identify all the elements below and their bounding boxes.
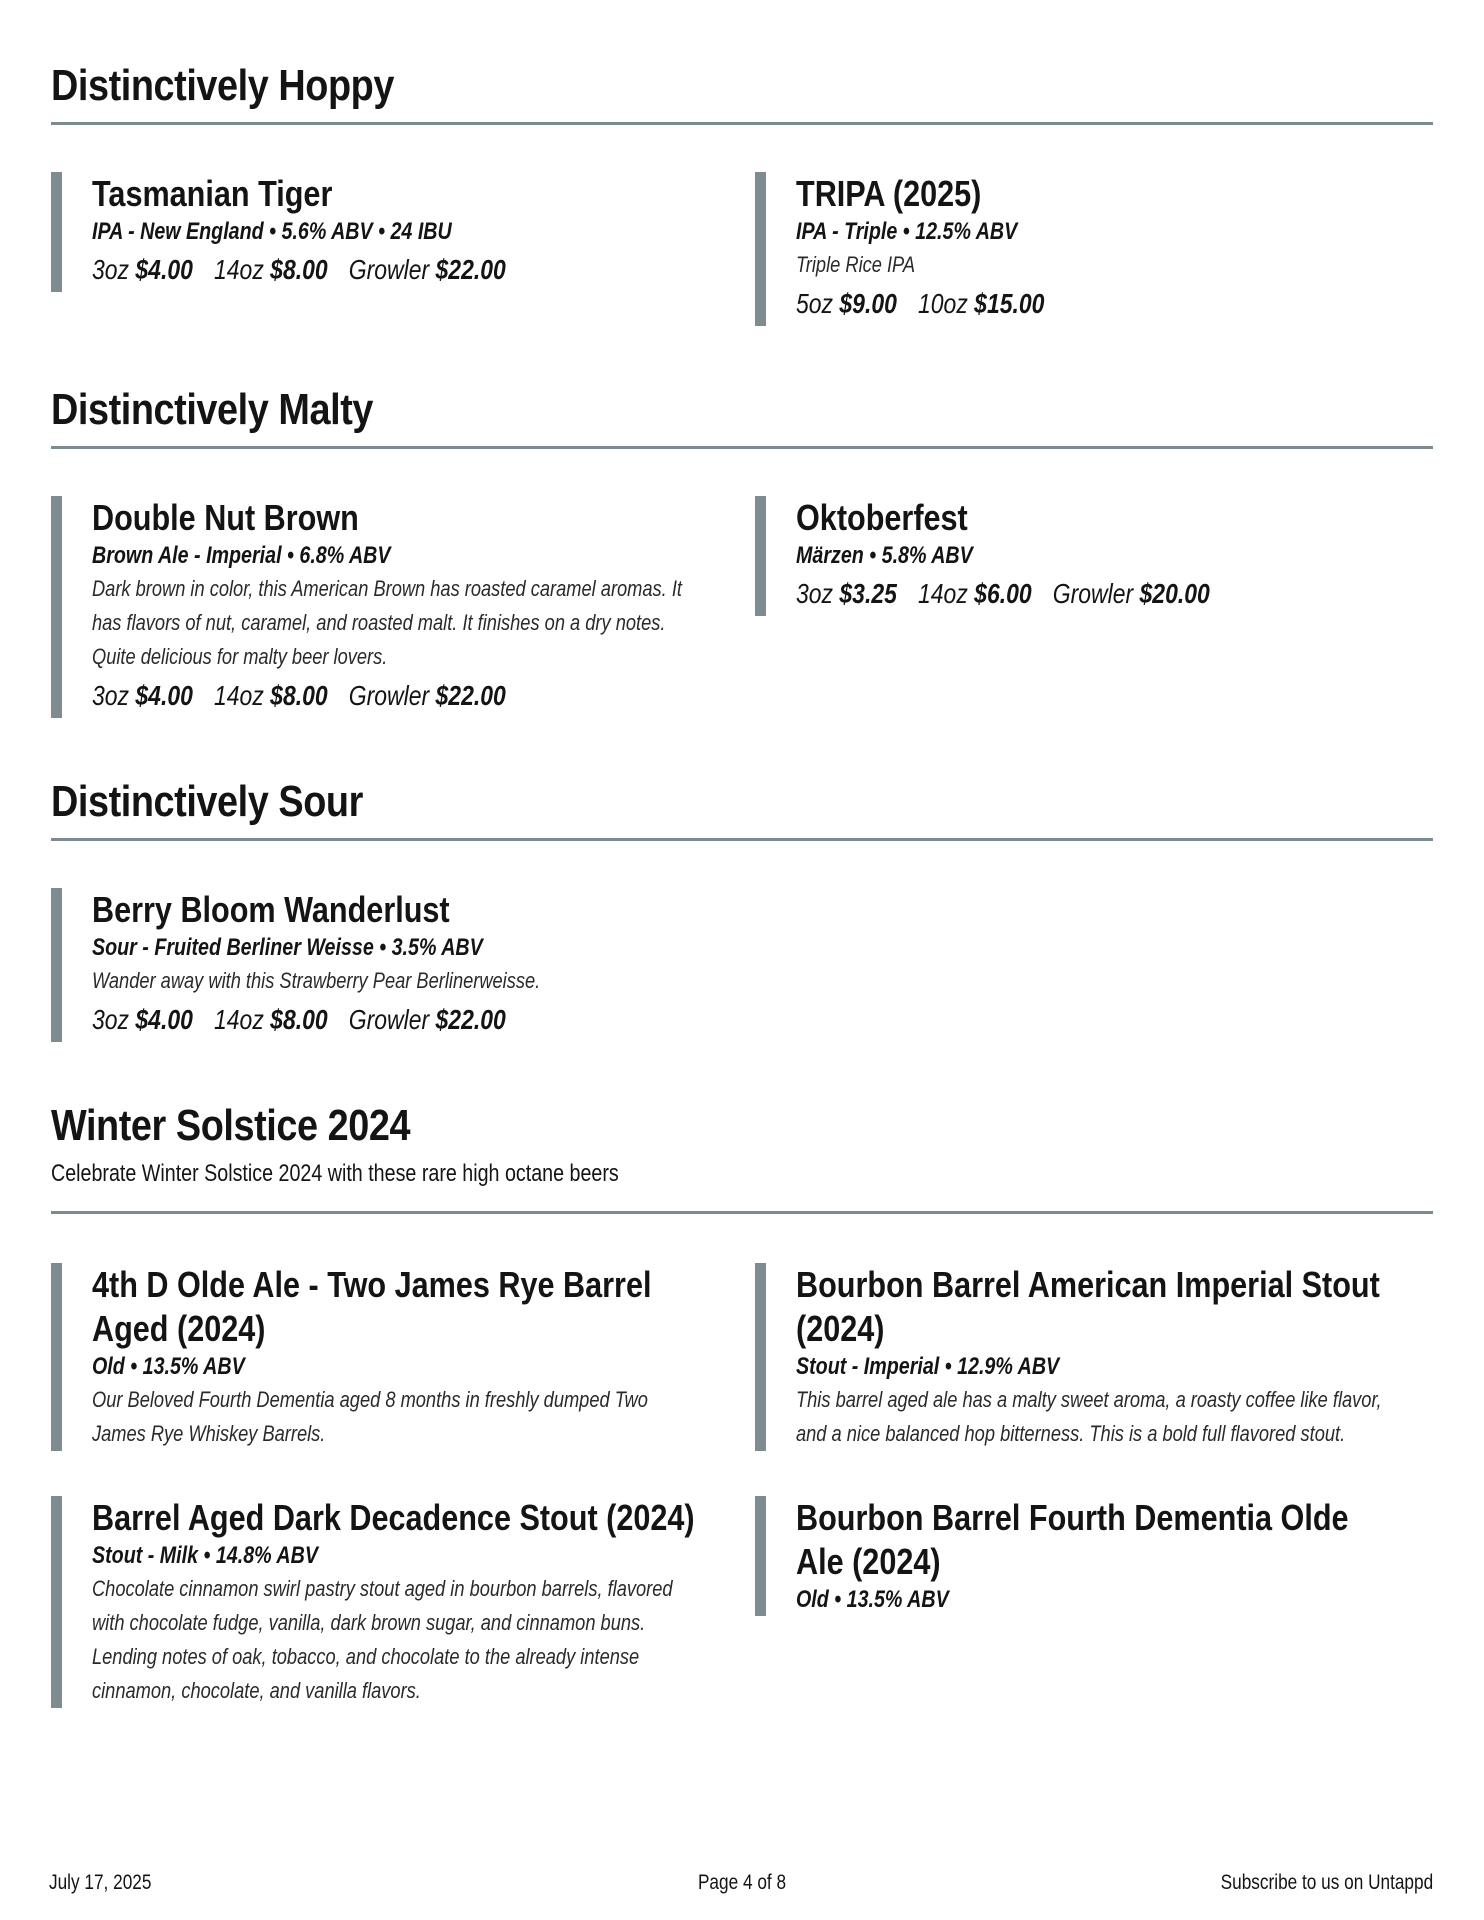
section-divider	[51, 1211, 1433, 1214]
beer-name: Double Nut Brown	[92, 497, 359, 538]
page-number-text: Page 4 of 8	[697, 1871, 787, 1894]
beer-name: 4th D Olde Ale - Two James Rye Barrel Aged (2024)	[92, 1264, 652, 1349]
beer-card-fourth-dementia-olde-ale	[755, 1496, 1405, 1616]
price-list	[92, 248, 591, 292]
price-14oz: 14oz $6.00	[918, 578, 1032, 609]
beer-card-berry-bloom-wanderlust	[51, 888, 701, 1042]
beer-name: TRIPA (2025)	[796, 173, 982, 214]
price-growler: Growler $20.00	[1052, 578, 1210, 609]
price-3oz: 3oz $4.00	[92, 254, 193, 285]
footer-date: July 17, 2025	[49, 1871, 152, 1894]
price-list	[796, 572, 1295, 616]
beer-description: This barrel aged ale has a malty sweet aroma, a roasty coffee like flavor, and a nice balanced hop bitterness. This is a bold full flavored stout.	[796, 1387, 1382, 1446]
price-list	[796, 282, 1295, 326]
beer-card-double-nut-brown	[51, 496, 701, 718]
beer-style: Brown Ale - Imperial • 6.8% ABV	[92, 542, 391, 569]
beer-style: Old • 13.5% ABV	[796, 1586, 949, 1613]
beer-name: Oktoberfest	[796, 497, 968, 538]
beer-card-oktoberfest	[755, 496, 1405, 616]
price-3oz: 3oz $3.25	[796, 578, 897, 609]
price-growler: Growler $22.00	[348, 1004, 506, 1035]
price-14oz: 14oz $8.00	[214, 1004, 328, 1035]
beer-name: Barrel Aged Dark Decadence Stout (2024)	[92, 1497, 695, 1538]
beer-card-4th-d-olde-ale	[51, 1263, 701, 1451]
beer-name: Bourbon Barrel Fourth Dementia Olde Ale (2024)	[796, 1497, 1349, 1582]
beer-style: IPA - New England • 5.6% ABV • 24 IBU	[92, 218, 452, 245]
beer-style: Old • 13.5% ABV	[92, 1353, 245, 1380]
section-winter-solstice	[51, 1100, 1433, 1188]
beer-description: Chocolate cinnamon swirl pastry stout aged in bourbon barrels, flavored with chocolate fudge, vanilla, dark brown sugar, and cinnamon buns. Lending notes of oak, tobacco, and chocolate to the already intense cinnamon, chocolate, and vanilla flavors.	[92, 1576, 673, 1703]
beer-name: Tasmanian Tiger	[92, 173, 333, 214]
beer-style: IPA - Triple • 12.5% ABV	[796, 218, 1018, 245]
footer-page-number	[134, 1870, 1351, 1896]
beer-name: Berry Bloom Wanderlust	[92, 889, 450, 930]
section-divider	[51, 838, 1433, 841]
beer-description: Our Beloved Fourth Dementia aged 8 months in freshly dumped Two James Rye Whiskey Barrels.	[92, 1387, 648, 1446]
section-title: Winter Solstice 2024	[51, 1101, 411, 1150]
beer-card-tripa	[755, 172, 1405, 326]
section-title: Distinctively Sour	[51, 777, 363, 826]
section-divider	[51, 122, 1433, 125]
price-growler: Growler $22.00	[348, 254, 506, 285]
section-subtitle: Celebrate Winter Solstice 2024 with these rare high octane beers	[51, 1160, 619, 1187]
price-list	[92, 674, 591, 718]
beer-style: Stout - Milk • 14.8% ABV	[92, 1542, 318, 1569]
price-5oz: 5oz $9.00	[796, 288, 897, 319]
footer-subscribe-link[interactable]: Subscribe to us on Untappd	[1220, 1871, 1433, 1894]
beer-card-dark-decadence-stout	[51, 1496, 701, 1708]
price-3oz: 3oz $4.00	[92, 1004, 193, 1035]
beer-style: Stout - Imperial • 12.9% ABV	[796, 1353, 1060, 1380]
section-divider	[51, 446, 1433, 449]
section-title: Distinctively Hoppy	[51, 61, 394, 110]
section-malty	[51, 384, 1433, 436]
beer-description: Triple Rice IPA	[796, 252, 916, 277]
price-list	[92, 998, 591, 1042]
section-title: Distinctively Malty	[51, 385, 373, 434]
beer-card-tasmanian-tiger	[51, 172, 701, 292]
beer-style: Sour - Fruited Berliner Weisse • 3.5% ABV	[92, 934, 483, 961]
price-10oz: 10oz $15.00	[918, 288, 1045, 319]
beer-description: Dark brown in color, this American Brown has roasted caramel aromas. It has flavors of nut, caramel, and roasted malt. It finishes on a dry notes. Quite delicious for malty beer lovers.	[92, 576, 682, 669]
price-14oz: 14oz $8.00	[214, 254, 328, 285]
price-growler: Growler $22.00	[348, 680, 506, 711]
beer-name: Bourbon Barrel American Imperial Stout (2024)	[796, 1264, 1380, 1349]
beer-card-bourbon-barrel-imperial-stout	[755, 1263, 1405, 1451]
beer-description: Wander away with this Strawberry Pear Berlinerweisse.	[92, 968, 541, 993]
beer-style: Märzen • 5.8% ABV	[796, 542, 973, 569]
section-hoppy	[51, 60, 1433, 112]
price-14oz: 14oz $8.00	[214, 680, 328, 711]
price-3oz: 3oz $4.00	[92, 680, 193, 711]
section-sour	[51, 776, 1433, 828]
